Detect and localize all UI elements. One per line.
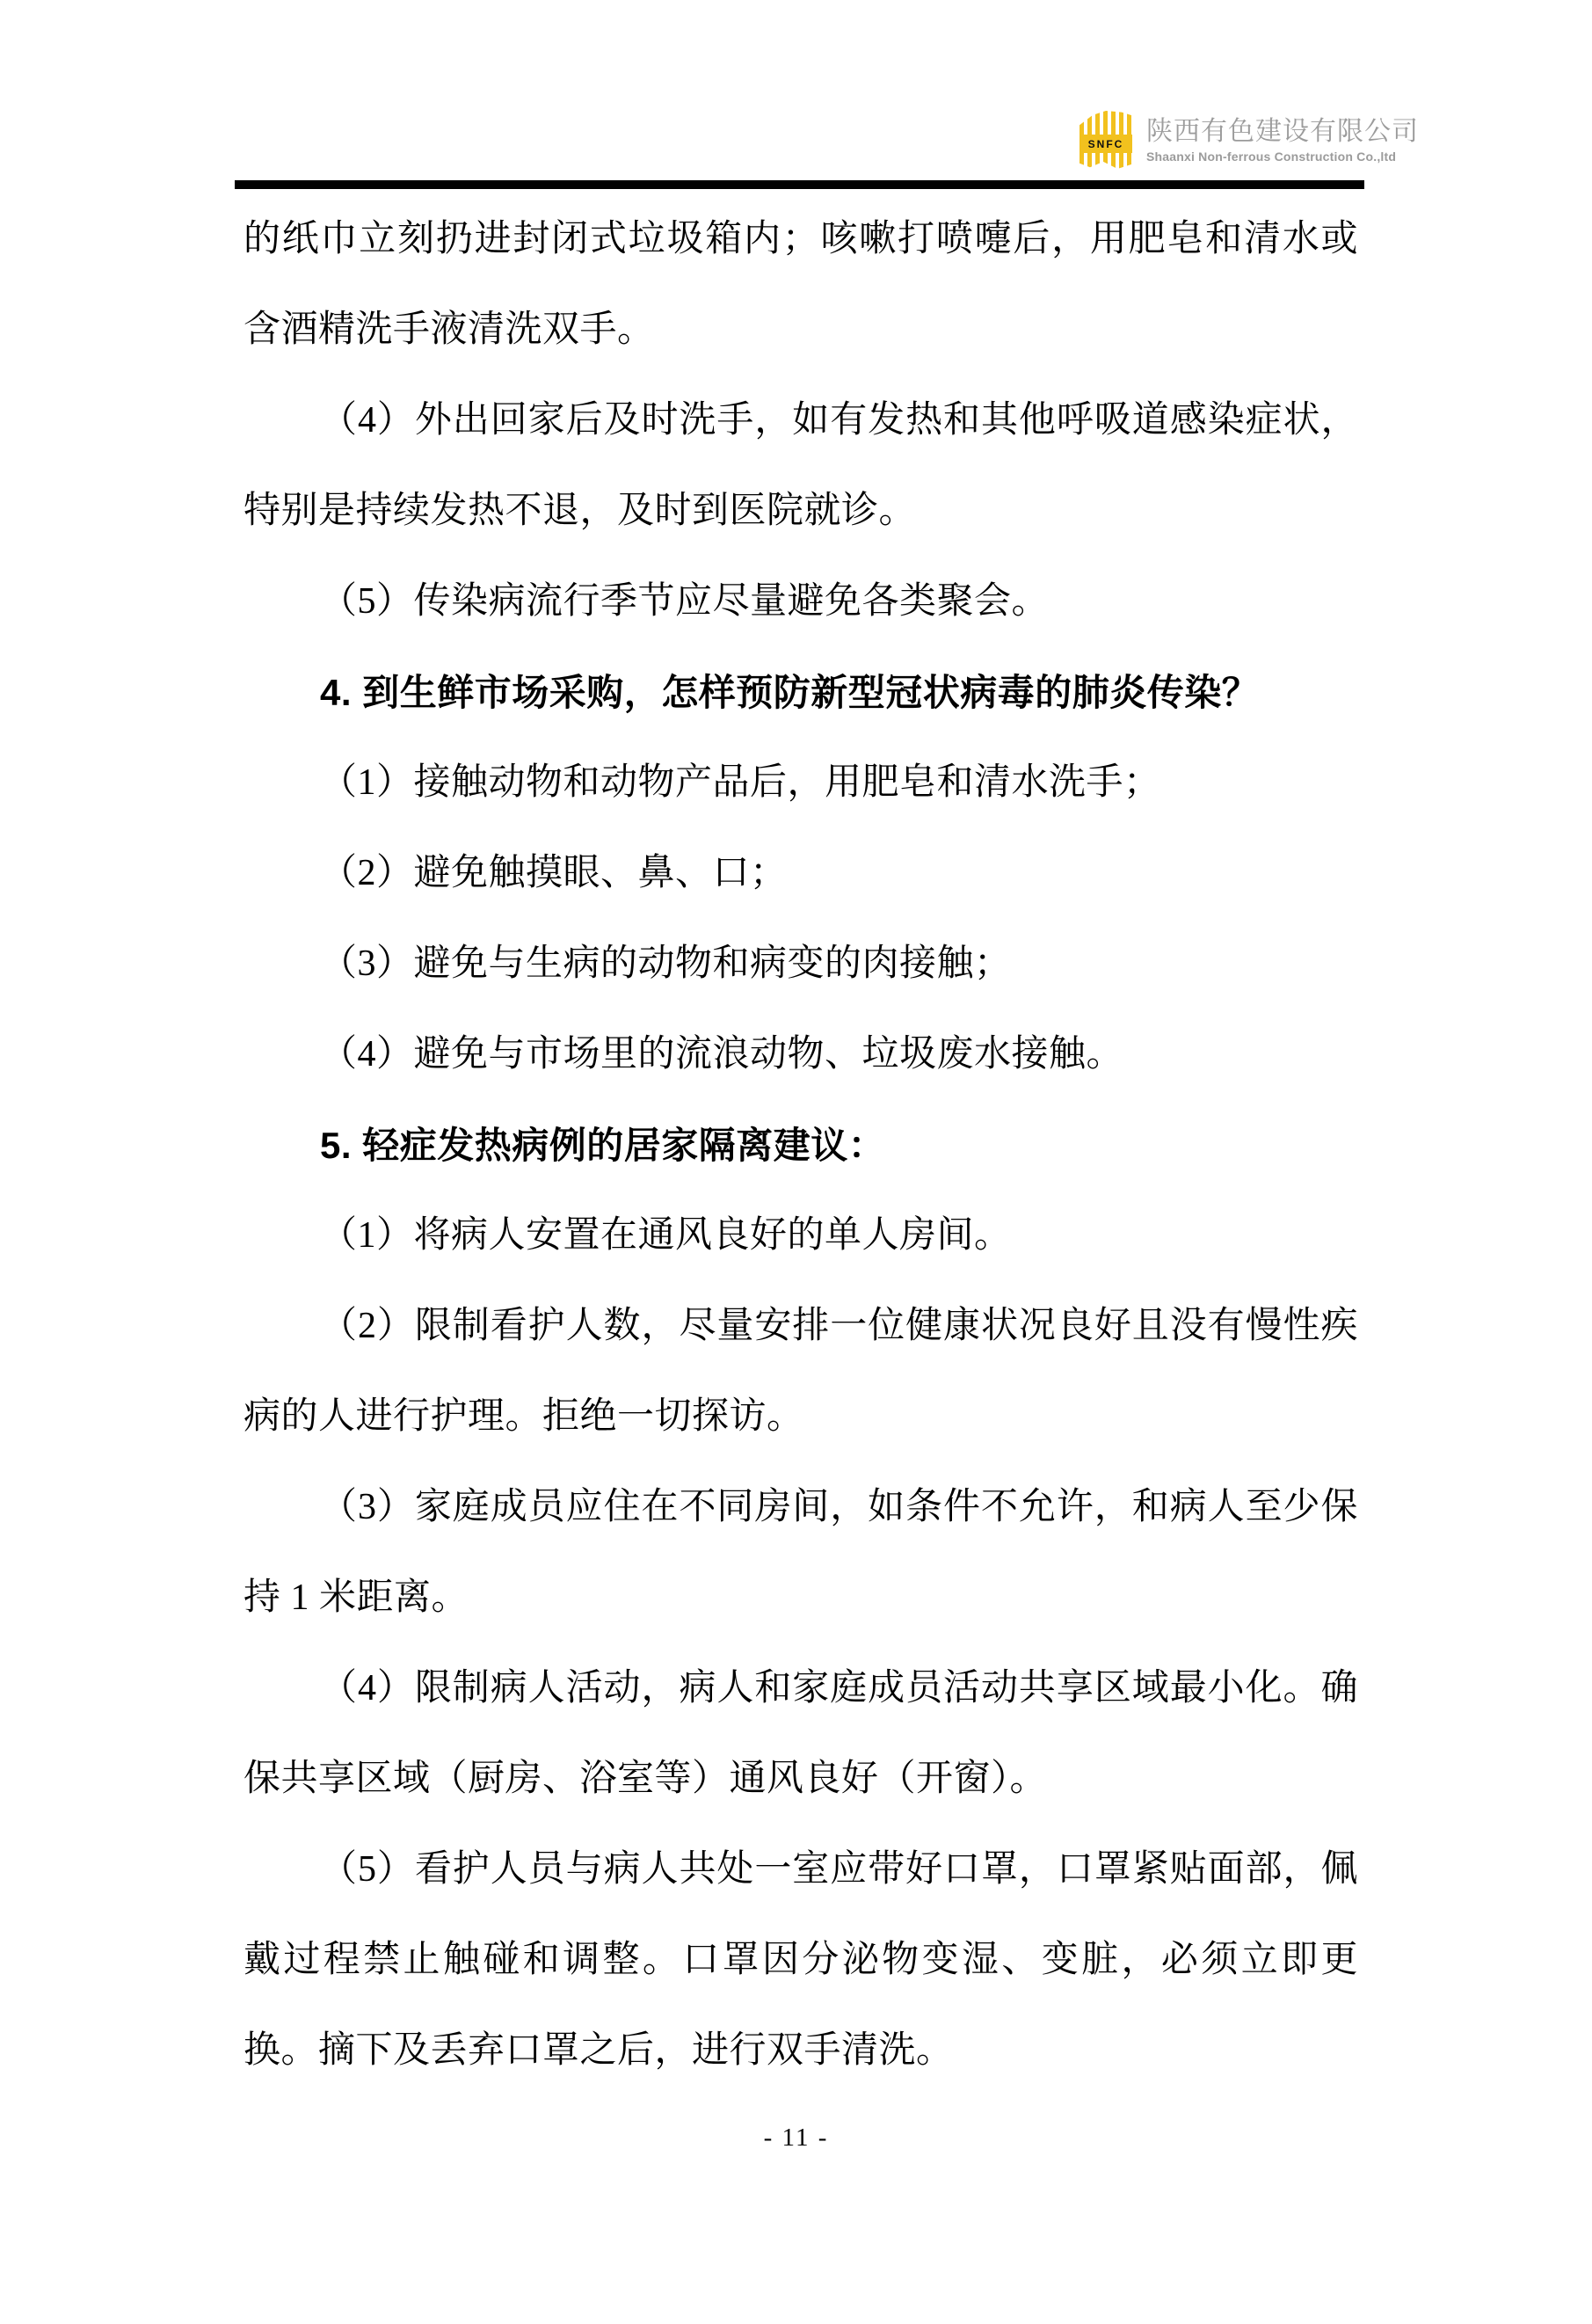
list-item: （5）看护人员与病人共处一室应带好口罩，口罩紧贴面部，佩戴过程禁止触碰和调整。口罩因分泌物变湿、变脏，必须立即更换。摘下及丢弃口罩之后，进行双手清洗。 xyxy=(244,1849,1358,2071)
list-item: （4）避免与市场里的流浪动物、垃圾废水接触。 xyxy=(320,1034,1124,1075)
paragraph: （5）传染病流行季节应尽量避免各类聚会。 xyxy=(320,581,1050,622)
list-item: （3）家庭成员应住在不同房间，如条件不允许，和病人至少保持 1 米距离。 xyxy=(244,1487,1358,1618)
paragraph: （4）外出回家后及时洗手，如有发热和其他呼吸道感染症状，特别是持续发热不退，及时到医院就诊。 xyxy=(244,400,1358,531)
document-body xyxy=(244,194,1358,2096)
page-footer xyxy=(0,2124,1592,2153)
section-heading: 5. 轻症发热病例的居家隔离建议： xyxy=(320,1125,886,1166)
logo-stripes-top xyxy=(1080,111,1132,135)
company-name-block xyxy=(1146,117,1419,164)
list-item: （4）限制病人活动，病人和家庭成员活动共享区域最小化。确保共享区域（厨房、浴室等）通风良好（开窗）。 xyxy=(244,1668,1358,1799)
list-item: （2）限制看护人数，尽量安排一位健康状况良好且没有慢性疾病的人进行护理。拒绝一切探访。 xyxy=(244,1306,1358,1437)
paragraph: 的纸巾立刻扔进封闭式垃圾箱内；咳嗽打喷嚏后，用肥皂和清水或含酒精洗手液清洗双手。 xyxy=(244,219,1358,350)
section-heading: 4. 到生鲜市场采购，怎样预防新型冠状病毒的肺炎传染？ xyxy=(320,672,1260,713)
logo-stripes-bottom xyxy=(1080,153,1132,169)
list-item: （1）将病人安置在通风良好的单人房间。 xyxy=(320,1215,1012,1256)
list-item: （1）接触动物和动物产品后，用肥皂和清水洗手； xyxy=(320,762,1161,803)
company-name-en: Shaanxi Non-ferrous Construction Co.,ltd xyxy=(1146,149,1397,164)
logo-abbr: SNFC xyxy=(1080,135,1132,153)
company-logo xyxy=(1080,111,1419,169)
company-name-cn: 陕西有色建设有限公司 xyxy=(1146,116,1419,146)
snfc-logo-icon xyxy=(1080,111,1132,169)
list-item: （3）避免与生病的动物和病变的肉接触； xyxy=(320,943,1012,984)
list-item: （2）避免触摸眼、鼻、口； xyxy=(320,853,788,893)
page-header xyxy=(0,0,1592,193)
page-number: - 11 - xyxy=(763,2124,829,2152)
header-divider xyxy=(235,180,1364,189)
